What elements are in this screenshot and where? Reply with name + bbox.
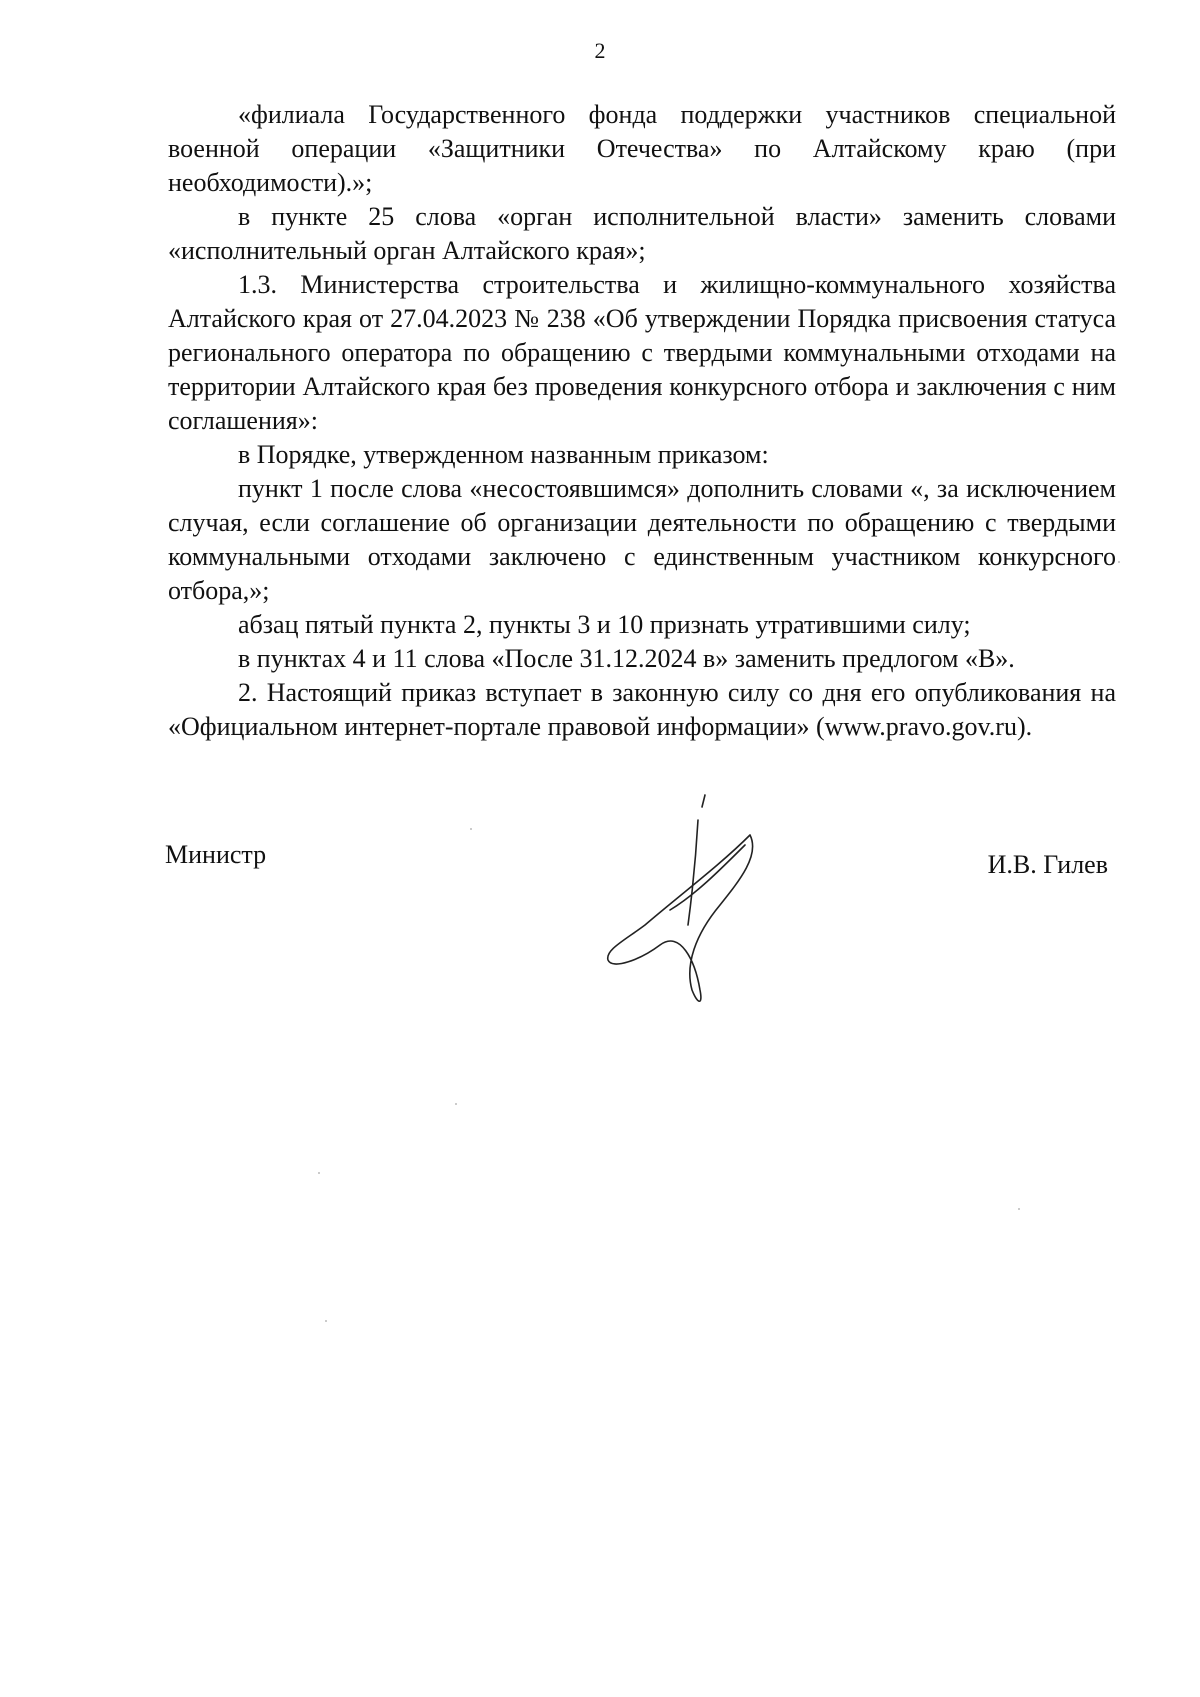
paragraph-4: в Порядке, утвержденном названным приказом: bbox=[238, 440, 769, 469]
handwritten-signature-icon bbox=[600, 775, 790, 1015]
scan-speck bbox=[318, 1172, 320, 1174]
signatory-name: И.В. Гилев bbox=[987, 850, 1108, 879]
signature-block bbox=[0, 840, 1200, 1040]
scan-speck bbox=[1118, 561, 1120, 563]
page-number: 2 bbox=[594, 38, 606, 63]
paragraph-5: пункт 1 после слова «несостоявшимся» дополнить словами «, за исключением случая, если соглашение об организации деятельности по обращению с твердыми коммунальными отходами заключено с единственным участником конкурсного отбора,»; bbox=[168, 474, 1116, 605]
scan-speck bbox=[325, 1320, 327, 1322]
scan-speck bbox=[455, 1103, 457, 1105]
paragraph-8: 2. Настоящий приказ вступает в законную силу со дня его опубликования на «Официальном интернет-портале правовой информации» (www.pravo.gov.ru). bbox=[168, 678, 1116, 741]
paragraph-1: «филиала Государственного фонда поддержки участников специальной военной операции «Защитники Отечества» по Алтайскому краю (при необходимости).»; bbox=[168, 100, 1116, 197]
paragraph-7: в пунктах 4 и 11 слова «После 31.12.2024 в» заменить предлогом «В». bbox=[238, 644, 1015, 673]
paragraph-6: абзац пятый пункта 2, пункты 3 и 10 признать утратившими силу; bbox=[238, 610, 971, 639]
paragraph-3: 1.3. Министерства строительства и жилищно-коммунального хозяйства Алтайского края от 27.04.2023 № 238 «Об утверждении Порядка присвоения статуса регионального оператора по обращению с твердыми коммунальными отходами на территории Алтайского края без проведения конкурсного отбора и заключения с ним соглашения»: bbox=[168, 270, 1116, 435]
scan-speck bbox=[1018, 1208, 1020, 1210]
document-body bbox=[168, 98, 1116, 744]
signatory-position: Министр bbox=[165, 840, 267, 869]
scan-speck bbox=[470, 828, 472, 830]
paragraph-2: в пункте 25 слова «орган исполнительной власти» заменить словами «исполнительный орган Алтайского края»; bbox=[168, 202, 1116, 265]
